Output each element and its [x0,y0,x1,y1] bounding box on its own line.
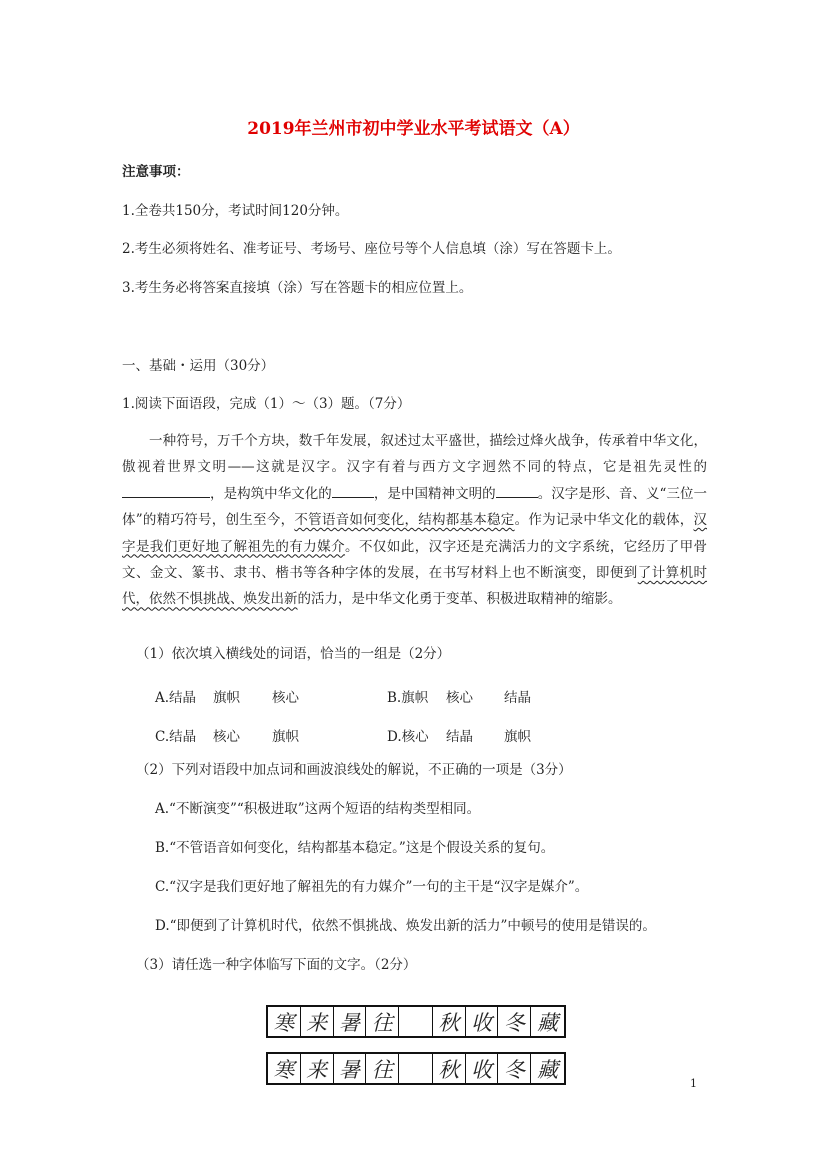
grid-cell: 秋 [433,1007,466,1036]
question-stem: （3）请任选一种字体临写下面的文字。（2分） [136,957,417,973]
grid-cell: 往 [366,1007,399,1036]
grid-cell: 秋 [433,1054,466,1083]
grid-cell [399,1054,433,1083]
passage-text: ，是中国精神文明的 [373,485,496,502]
passage-text: ，是构筑中华文化的 [210,485,332,502]
grid-cell: 藏 [537,1057,559,1082]
grid-cell: 寒 [268,1054,301,1083]
option-b: B.“不管语音如何变化，结构都基本稳定。”这是个假设关系的复句。 [155,840,555,856]
notice-item: 2.考生必须将姓名、准考证号、考场号、座位号等个人信息填（涂）写在答题卡上。 [122,241,621,257]
fill-blank [332,483,374,498]
option-word: A.结晶 [155,690,197,706]
option-word: 核心 [213,729,240,745]
grid-cell: 收 [466,1007,499,1036]
option-word: B.旗帜 [387,690,429,706]
fill-blank [496,483,538,498]
grid-cell: 暑 [334,1007,367,1036]
notice-heading: 注意事项： [122,164,190,180]
option-word: 旗帜 [504,729,531,745]
grid-cell: 来 [301,1007,334,1036]
option-word: 旗帜 [272,729,299,745]
grid-cell: 收 [466,1054,499,1083]
page-number: 1 [690,1077,697,1090]
passage-text: 的活力，是中华文化勇于变革、积极进取精神的缩影。 [297,591,622,608]
fill-blank [122,483,210,498]
option-word: 结晶 [504,690,531,706]
reading-passage [122,428,707,613]
grid-cell: 藏 [537,1010,559,1035]
question-stem: （2）下列对语段中加点词和画波浪线处的解说，不正确的一项是（3分） [136,762,572,778]
option-word: C.结晶 [155,729,197,745]
option-b [387,686,531,706]
grid-cell: 寒 [268,1007,301,1036]
passage-text: 。作为记录中华文化的载体， [514,512,694,529]
grid-cell: 来 [301,1054,334,1083]
option-d: D.“即便到了计算机时代，依然不惧挑战、焕发出新的活力”中顿号的使用是错误的。 [155,918,656,934]
wavy-underlined-text: 了计算机时代，依然不惧挑战、焕发出新 [122,565,708,608]
grid-cell: 冬 [498,1007,531,1036]
option-d [387,725,531,745]
calligraphy-grid-row-1 [266,1005,566,1038]
page-title: 2019年兰州市初中学业水平考试语文（A） [247,119,580,139]
passage-text: 。不仅如此，汉字还是充满活力的文字系统，它经历了甲骨文、金文、篆书、隶书、楷书等各种字体的发展，在书写材料上也不断演变，即便到 [122,538,708,582]
option-word: D.核心 [387,729,429,745]
grid-cell: 冬 [498,1054,531,1083]
option-c [155,725,299,745]
grid-cell [399,1007,433,1036]
wavy-underlined-text: 汉字是我们更好地了解祖先的有力媒介 [122,512,708,555]
question-stem: （1）依次填入横线处的词语，恰当的一组是（2分） [136,646,451,662]
option-word: 核心 [272,690,299,706]
grid-cell: 暑 [334,1054,367,1083]
option-c: C.“汉字是我们更好地了解祖先的有力媒介”一句的主干是“汉字是媒介”。 [155,879,589,895]
option-word: 结晶 [446,729,473,745]
question-stem: 1.阅读下面语段，完成（1）～（3）题。（7分） [122,396,411,412]
section-heading: 一、基础・运用（30分） [122,358,275,374]
calligraphy-grid-row-2 [266,1052,566,1085]
option-word: 旗帜 [213,690,240,706]
grid-cell: 往 [366,1054,399,1083]
option-word: 核心 [446,690,473,706]
option-a [155,686,299,706]
passage-text: 。汉字是形、音、义“三位一体”的精巧符号，创生至今， [122,485,708,529]
passage-text: 一种符号，万千个方块，数千年发展，叙述过太平盛世，描绘过烽火战争，传承着中华文化，傲视着世界文明——这就是汉字。汉字有着与西方文字迥然不同的特点，它是祖先灵性的 [122,433,707,476]
wavy-underlined-text: 不管语音如何变化，结构都基本稳定 [294,512,515,529]
notice-item: 3.考生务必将答案直接填（涂）写在答题卡的相应位置上。 [122,280,473,296]
notice-item: 1.全卷共150分，考试时间120分钟。 [122,203,349,219]
option-a: A.“不断演变”“积极进取”这两个短语的结构类型相同。 [155,801,481,817]
